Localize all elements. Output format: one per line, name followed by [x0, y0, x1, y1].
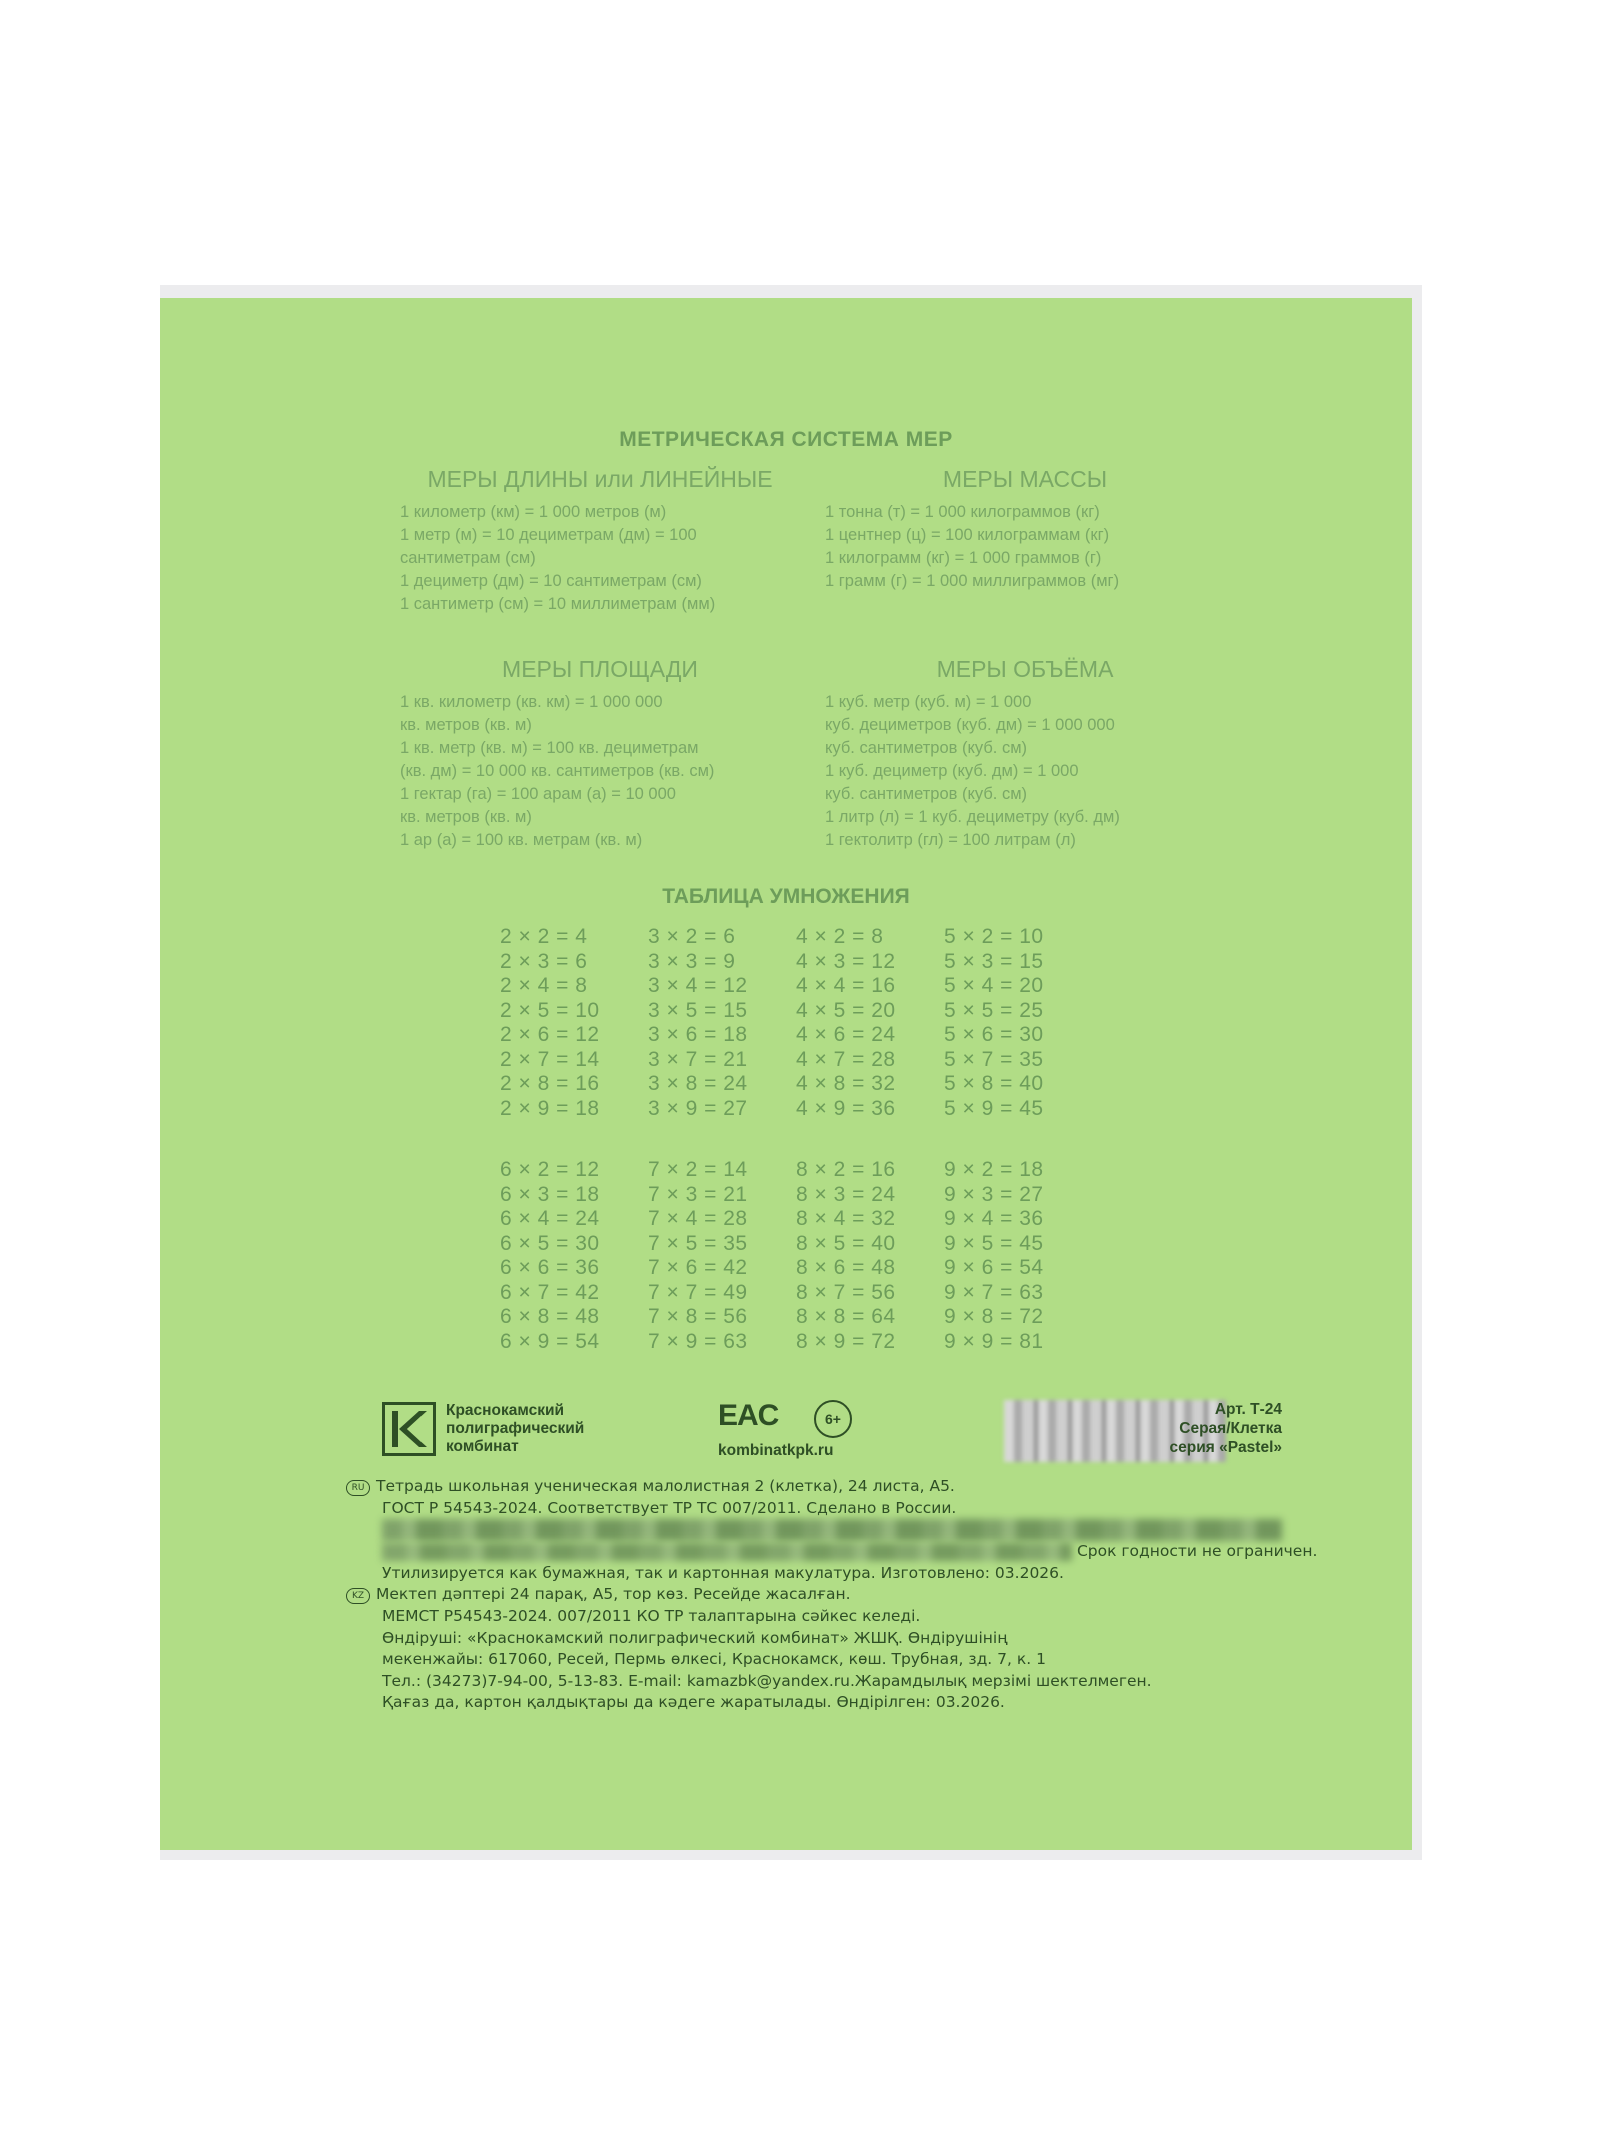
multiplication-row: 4 × 6 = 24: [796, 1023, 896, 1046]
multiplication-row: 5 × 5 = 25: [944, 998, 1044, 1022]
legal-text-ru: [346, 1476, 1318, 1714]
length-line: сантиметрам (см): [400, 549, 536, 567]
article-series: серия «Pastel»: [1169, 1439, 1282, 1456]
multiplication-row: 5 × 4 = 20: [944, 974, 1044, 997]
multiplication-row: 5 × 9 = 45: [944, 1096, 1044, 1120]
multiplication-row: 2 × 2 = 4: [500, 925, 588, 948]
multiplication-column-9: [944, 1158, 1094, 1354]
multiplication-row: 9 × 9 = 81: [944, 1329, 1044, 1353]
length-line: 1 метр (м) = 10 дециметрам (дм) = 100: [400, 526, 697, 544]
multiplication-column-7: [648, 1158, 798, 1354]
multiplication-row: 5 × 2 = 10: [944, 925, 1044, 948]
blurred-text: [382, 1519, 1282, 1541]
blurred-text: [382, 1543, 1072, 1561]
multiplication-row: 9 × 2 = 18: [944, 1158, 1044, 1181]
length-line: 1 километр (км) = 1 000 метров (м): [400, 503, 667, 521]
multiplication-row: 7 × 2 = 14: [648, 1158, 748, 1181]
multiplication-row: 7 × 4 = 28: [648, 1207, 748, 1230]
area-measures-block: [400, 656, 800, 852]
publisher-name-line: Краснокамский: [446, 1402, 565, 1419]
legal-line: ГОСТ Р 54543-2024. Соответствует ТР ТС 007/2011. Сделано в России.: [382, 1498, 957, 1517]
multiplication-column-6: [500, 1158, 650, 1354]
multiplication-row: 4 × 9 = 36: [796, 1096, 896, 1120]
length-measures-block: [400, 466, 800, 616]
mass-line: 1 центнер (ц) = 100 килограммам (кг): [825, 526, 1110, 544]
multiplication-row: 9 × 6 = 54: [944, 1256, 1044, 1279]
multiplication-row: 2 × 4 = 8: [500, 974, 588, 997]
multiplication-column-5: [944, 925, 1094, 1121]
multiplication-row: 8 × 4 = 32: [796, 1207, 896, 1230]
area-line: (кв. дм) = 10 000 кв. сантиметров (кв. см): [400, 762, 715, 780]
legal-line: Тетрадь школьная ученическая малолистная 2 (клетка), 24 листа, А5.: [376, 1477, 955, 1495]
volume-line: куб. дециметров (куб. дм) = 1 000 000: [825, 716, 1115, 734]
legal-line: Қағаз да, картон қалдықтары да кәдеге жаратылады. Өндірілген: 03.2026.: [382, 1693, 1005, 1712]
multiplication-row: 6 × 4 = 24: [500, 1207, 600, 1230]
volume-line: 1 литр (л) = 1 куб. дециметру (куб. дм): [825, 808, 1120, 826]
multiplication-row: 4 × 4 = 16: [796, 974, 896, 997]
area-line: кв. метров (кв. м): [400, 716, 532, 734]
mass-line: 1 тонна (т) = 1 000 килограммов (кг): [825, 503, 1100, 521]
volume-line: 1 куб. метр (куб. м) = 1 000: [825, 693, 1032, 711]
multiplication-row: 6 × 9 = 54: [500, 1329, 600, 1353]
multiplication-row: 6 × 2 = 12: [500, 1158, 600, 1181]
multiplication-row: 8 × 9 = 72: [796, 1329, 896, 1353]
multiplication-column-2: [500, 925, 650, 1121]
kz-language-badge: KZ: [346, 1588, 370, 1604]
legal-line: Өндіруші: «Краснокамский полиграфический комбинат» ЖШҚ. Өндірушінің: [382, 1628, 1008, 1647]
legal-line: Тел.: (34273)7-94-00, 5-13-83. E-mail: kamazbk@yandex.ru.Жарамдылық мерзімі шектелмеген.: [382, 1671, 1152, 1690]
multiplication-row: 3 × 5 = 15: [648, 998, 748, 1022]
multiplication-row: 7 × 6 = 42: [648, 1256, 748, 1279]
multiplication-row: 2 × 6 = 12: [500, 1023, 600, 1046]
publisher-name-line: комбинат: [446, 1438, 519, 1455]
multiplication-row: 6 × 7 = 42: [500, 1280, 600, 1304]
multiplication-column-4: [796, 925, 946, 1121]
multiplication-table-title: ТАБЛИЦА УМНОЖЕНИЯ: [662, 885, 910, 908]
multiplication-row: 7 × 3 = 21: [648, 1182, 748, 1206]
area-measures-title: МЕРЫ ПЛОЩАДИ: [502, 656, 698, 682]
multiplication-row: 3 × 4 = 12: [648, 974, 748, 997]
multiplication-row: 7 × 7 = 49: [648, 1280, 748, 1304]
publisher-name: [446, 1402, 584, 1456]
multiplication-row: 6 × 5 = 30: [500, 1231, 600, 1255]
multiplication-row: 3 × 7 = 21: [648, 1047, 748, 1071]
multiplication-row: 5 × 3 = 15: [944, 949, 1044, 973]
multiplication-column-3: [648, 925, 798, 1121]
publisher-info-bar: [382, 1396, 1282, 1468]
multiplication-row: 5 × 6 = 30: [944, 1023, 1044, 1046]
legal-line: Утилизируется как бумажная, так и картонная макулатура. Изготовлено: 03.2026.: [382, 1563, 1064, 1582]
area-line: 1 кв. метр (кв. м) = 100 кв. дециметрам: [400, 739, 699, 757]
multiplication-row: 8 × 3 = 24: [796, 1182, 896, 1206]
multiplication-row: 4 × 2 = 8: [796, 925, 884, 948]
eac-mark: EAC: [718, 1399, 779, 1432]
multiplication-row: 3 × 3 = 9: [648, 949, 736, 973]
area-line: 1 ар (а) = 100 кв. метрам (кв. м): [400, 831, 643, 849]
mass-measures-title: МЕРЫ МАССЫ: [942, 466, 1108, 492]
mass-line: 1 килограмм (кг) = 1 000 граммов (г): [825, 549, 1102, 567]
multiplication-row: 2 × 8 = 16: [500, 1072, 600, 1095]
multiplication-row: 9 × 3 = 27: [944, 1182, 1044, 1206]
multiplication-row: 3 × 9 = 27: [648, 1096, 748, 1120]
length-line: 1 дециметр (дм) = 10 сантиметрам (см): [400, 572, 702, 590]
volume-measures-block: [825, 656, 1225, 852]
multiplication-row: 9 × 4 = 36: [944, 1207, 1044, 1230]
multiplication-row: 6 × 3 = 18: [500, 1182, 600, 1206]
mass-line: 1 грамм (г) = 1 000 миллиграммов (мг): [825, 572, 1120, 590]
multiplication-row: 2 × 3 = 6: [500, 949, 588, 973]
multiplication-row: 7 × 8 = 56: [648, 1305, 748, 1328]
multiplication-row: 3 × 2 = 6: [648, 925, 736, 948]
multiplication-row: 8 × 7 = 56: [796, 1280, 896, 1304]
volume-line: 1 куб. дециметр (куб. дм) = 1 000: [825, 762, 1079, 780]
multiplication-row: 2 × 7 = 14: [500, 1047, 600, 1071]
multiplication-row: 8 × 8 = 64: [796, 1305, 896, 1328]
multiplication-row: 2 × 9 = 18: [500, 1096, 600, 1120]
volume-line: 1 гектолитр (гл) = 100 литрам (л): [825, 831, 1076, 849]
age-rating-badge: 6+: [814, 1400, 852, 1438]
multiplication-row: 2 × 5 = 10: [500, 998, 600, 1022]
multiplication-row: 4 × 8 = 32: [796, 1072, 896, 1095]
volume-measures-title: МЕРЫ ОБЪЁМА: [936, 656, 1114, 682]
legal-line: Мектеп дәптері 24 парақ, А5, тор көз. Ресейде жасалған.: [376, 1585, 851, 1604]
legal-line: Срок годности не ограничен.: [1076, 1542, 1318, 1561]
multiplication-row: 9 × 5 = 45: [944, 1231, 1044, 1255]
multiplication-row: 9 × 8 = 72: [944, 1305, 1044, 1328]
multiplication-row: 6 × 6 = 36: [500, 1256, 600, 1279]
length-line: 1 сантиметр (см) = 10 миллиметрам (мм): [400, 595, 716, 613]
publisher-website: kombinatkpk.ru: [718, 1442, 834, 1459]
multiplication-column-8: [796, 1158, 946, 1354]
multiplication-row: 7 × 5 = 35: [648, 1231, 748, 1255]
multiplication-row: 8 × 5 = 40: [796, 1231, 896, 1255]
metric-system-title: МЕТРИЧЕСКАЯ СИСТЕМА МЕР: [619, 428, 953, 451]
publisher-logo-icon: [382, 1402, 436, 1456]
publisher-name-line: полиграфический: [446, 1420, 585, 1437]
multiplication-row: 8 × 2 = 16: [796, 1158, 896, 1181]
multiplication-row: 7 × 9 = 63: [648, 1329, 748, 1353]
multiplication-row: 6 × 8 = 48: [500, 1305, 600, 1328]
multiplication-row: 4 × 7 = 28: [796, 1047, 896, 1071]
multiplication-row: 3 × 6 = 18: [648, 1023, 748, 1046]
multiplication-row: 9 × 7 = 63: [944, 1280, 1044, 1304]
article-number: Арт. Т-24: [1214, 1401, 1282, 1418]
legal-line: мекенжайы: 617060, Ресей, Пермь өлкесі, Краснокамск, көш. Трубная, зд. 7, к. 1: [382, 1650, 1046, 1669]
notebook-back-cover: [160, 298, 1412, 1850]
multiplication-row: 5 × 7 = 35: [944, 1047, 1044, 1071]
area-line: 1 гектар (га) = 100 арам (а) = 10 000: [400, 785, 676, 803]
article-info: [1170, 1400, 1283, 1457]
multiplication-row: 4 × 3 = 12: [796, 949, 896, 973]
mass-measures-block: [825, 466, 1225, 593]
multiplication-row: 5 × 8 = 40: [944, 1072, 1044, 1095]
area-line: 1 кв. километр (кв. км) = 1 000 000: [400, 693, 663, 711]
area-line: кв. метров (кв. м): [400, 808, 532, 826]
volume-line: куб. сантиметров (куб. см): [825, 739, 1028, 757]
multiplication-row: 8 × 6 = 48: [796, 1256, 896, 1279]
volume-line: куб. сантиметров (куб. см): [825, 785, 1028, 803]
article-variant: Серая/Клетка: [1179, 1420, 1282, 1437]
legal-line: МЕМСТ Р54543-2024. 007/2011 КО ТР талаптарына сәйкес келеді.: [382, 1606, 921, 1625]
length-measures-title: МЕРЫ ДЛИНЫ или ЛИНЕЙНЫЕ: [427, 466, 773, 492]
multiplication-row: 3 × 8 = 24: [648, 1072, 748, 1095]
multiplication-row: 4 × 5 = 20: [796, 998, 896, 1022]
ru-language-badge: RU: [346, 1480, 370, 1496]
